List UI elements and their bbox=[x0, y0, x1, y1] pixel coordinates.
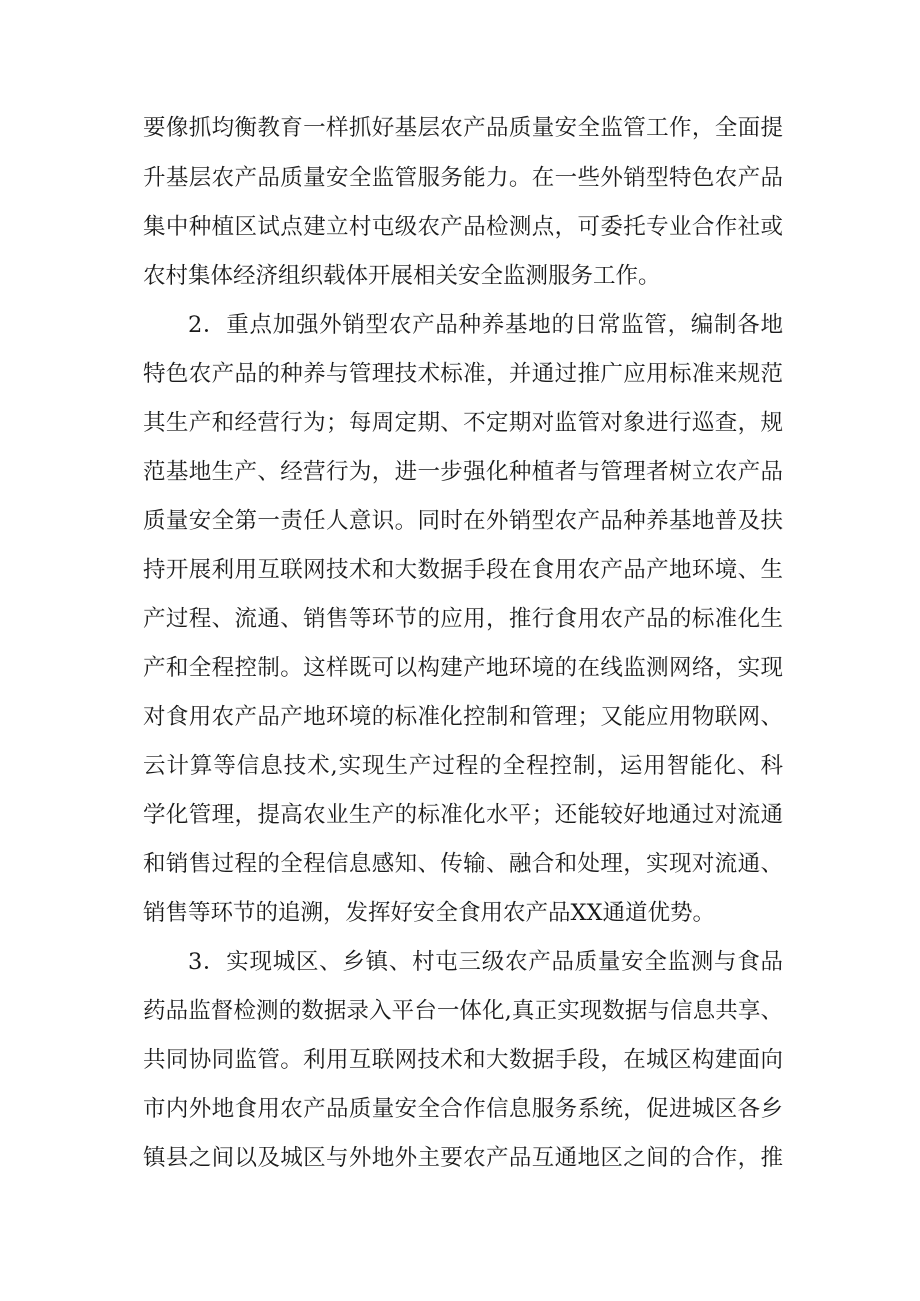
p2-line-8: 产和全程控制。这样既可以构建产地环境的在线监测网络，实现 bbox=[143, 655, 783, 681]
p2-line-4: 范基地生产、经营行为，进一步强化种植者与管理者树立农产品 bbox=[143, 459, 783, 485]
p2-line-13: 销售等环节的追溯，发挥好安全食用农产品XX通道优势。 bbox=[143, 900, 716, 926]
p3-line-5: 镇县之间以及城区与外地外主要农产品互通地区之间的合作，推 bbox=[143, 1145, 783, 1171]
p2-line-1: 2．重点加强外销型农产品种养基地的日常监管，编制各地 bbox=[188, 312, 783, 338]
p3-line-1: 3．实现城区、乡镇、村屯三级农产品质量安全监测与食品 bbox=[188, 949, 783, 975]
p1-line-1: 要像抓均衡教育一样抓好基层农产品质量安全监管工作，全面提 bbox=[143, 115, 783, 141]
p2-line-2: 特色农产品的种养与管理技术标准，并通过推广应用标准来规范 bbox=[143, 361, 783, 387]
p2-line-3: 其生产和经营行为；每周定期、不定期对监管对象进行巡查，规 bbox=[143, 410, 783, 436]
p2-line-11: 学化管理，提高农业生产的标准化水平；还能较好地通过对流通 bbox=[143, 802, 783, 828]
p2-line-10: 云计算等信息技术,实现生产过程的全程控制，运用智能化、科 bbox=[143, 753, 783, 779]
p1-line-3: 集中种植区试点建立村屯级农产品检测点，可委托专业合作社或 bbox=[143, 214, 783, 240]
p1-line-4: 农村集体经济组织载体开展相关安全监测服务工作。 bbox=[143, 263, 661, 289]
p2-line-9: 对食用农产品产地环境的标准化控制和管理；又能应用物联网、 bbox=[143, 704, 783, 730]
p2-line-5: 质量安全第一责任人意识。同时在外销型农产品种养基地普及扶 bbox=[143, 508, 783, 534]
p2-line-6: 持开展利用互联网技术和大数据手段在食用农产品产地环境、生 bbox=[143, 557, 783, 583]
p1-line-2: 升基层农产品质量安全监管服务能力。在一些外销型特色农产品 bbox=[143, 165, 783, 191]
p3-line-4: 市内外地食用农产品质量安全合作信息服务系统，促进城区各乡 bbox=[143, 1096, 783, 1122]
p3-line-3: 共同协同监管。利用互联网技术和大数据手段，在城区构建面向 bbox=[143, 1047, 783, 1073]
p2-line-12: 和销售过程的全程信息感知、传输、融合和处理，实现对流通、 bbox=[143, 851, 783, 877]
p2-line-7: 产过程、流通、销售等环节的应用，推行食用农产品的标准化生 bbox=[143, 606, 783, 632]
p3-line-2: 药品监督检测的数据录入平台一体化,真正实现数据与信息共享、 bbox=[143, 998, 783, 1024]
